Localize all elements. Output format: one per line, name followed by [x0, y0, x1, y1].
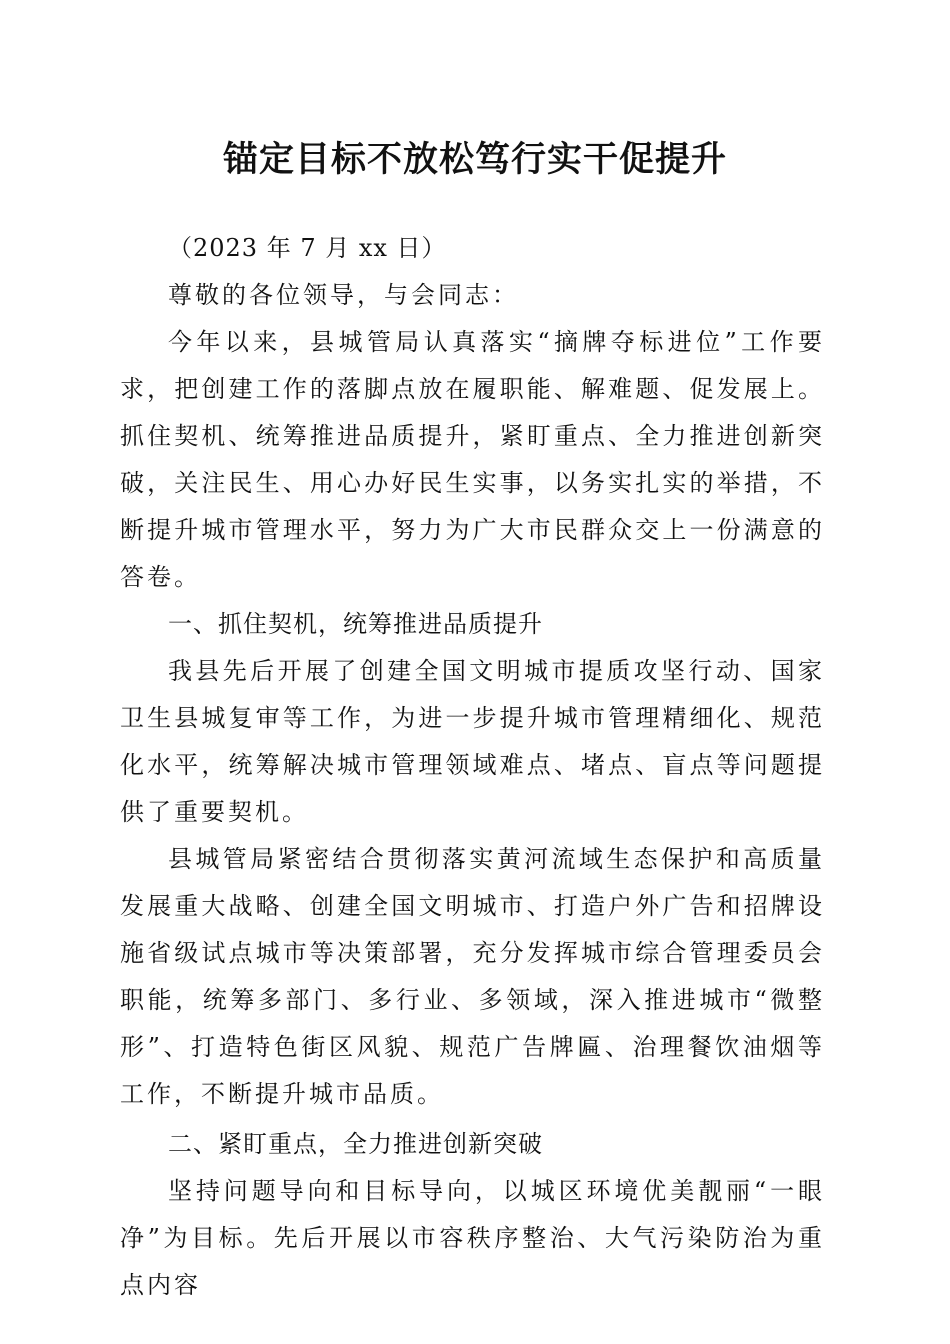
document-body: [120, 225, 825, 1309]
salutation: 尊敬的各位领导，与会同志：: [168, 281, 519, 309]
document-title: 锚定目标不放松笃行实干促提升: [222, 139, 727, 180]
document-date: （2023 年 7 月 xx 日）: [168, 234, 447, 262]
section-heading-2: 二、紧盯重点，全力推进创新突破: [168, 1130, 543, 1158]
section-1-paragraph-1: 我县先后开展了创建全国文明城市提质攻坚行动、国家卫生县城复审等工作，为进一步提升城市管理精细化、规范化水平，统筹解决城市管理领域难点、堵点、盲点等问题提供了重要契机。: [120, 657, 825, 826]
section-1-paragraph-2: 县城管局紧密结合贯彻落实黄河流域生态保护和高质量发展重大战略、创建全国文明城市、打造户外广告和招牌设施省级试点城市等决策部署，充分发挥城市综合管理委员会职能，统筹多部门、多行业、多领域，深入推进城市“微整形”、打造特色街区风貌、规范广告牌匾、治理餐饮油烟等工作，不断提升城市品质。: [120, 845, 825, 1108]
section-2-paragraph-1: 坚持问题导向和目标导向，以城区环境优美靓丽“一眼净”为目标。先后开展以市容秩序整治、大气污染防治为重点内容: [120, 1177, 825, 1299]
section-heading-1: 一、抓住契机，统筹推进品质提升: [168, 610, 543, 638]
intro-paragraph: 今年以来，县城管局认真落实“摘牌夺标进位”工作要求，把创建工作的落脚点放在履职能、解难题、促发展上。抓住契机、统筹推进品质提升，紧盯重点、全力推进创新突破，关注民生、用心办好民生实事，以务实扎实的举措，不断提升城市管理水平，努力为广大市民群众交上一份满意的答卷。: [120, 328, 825, 591]
